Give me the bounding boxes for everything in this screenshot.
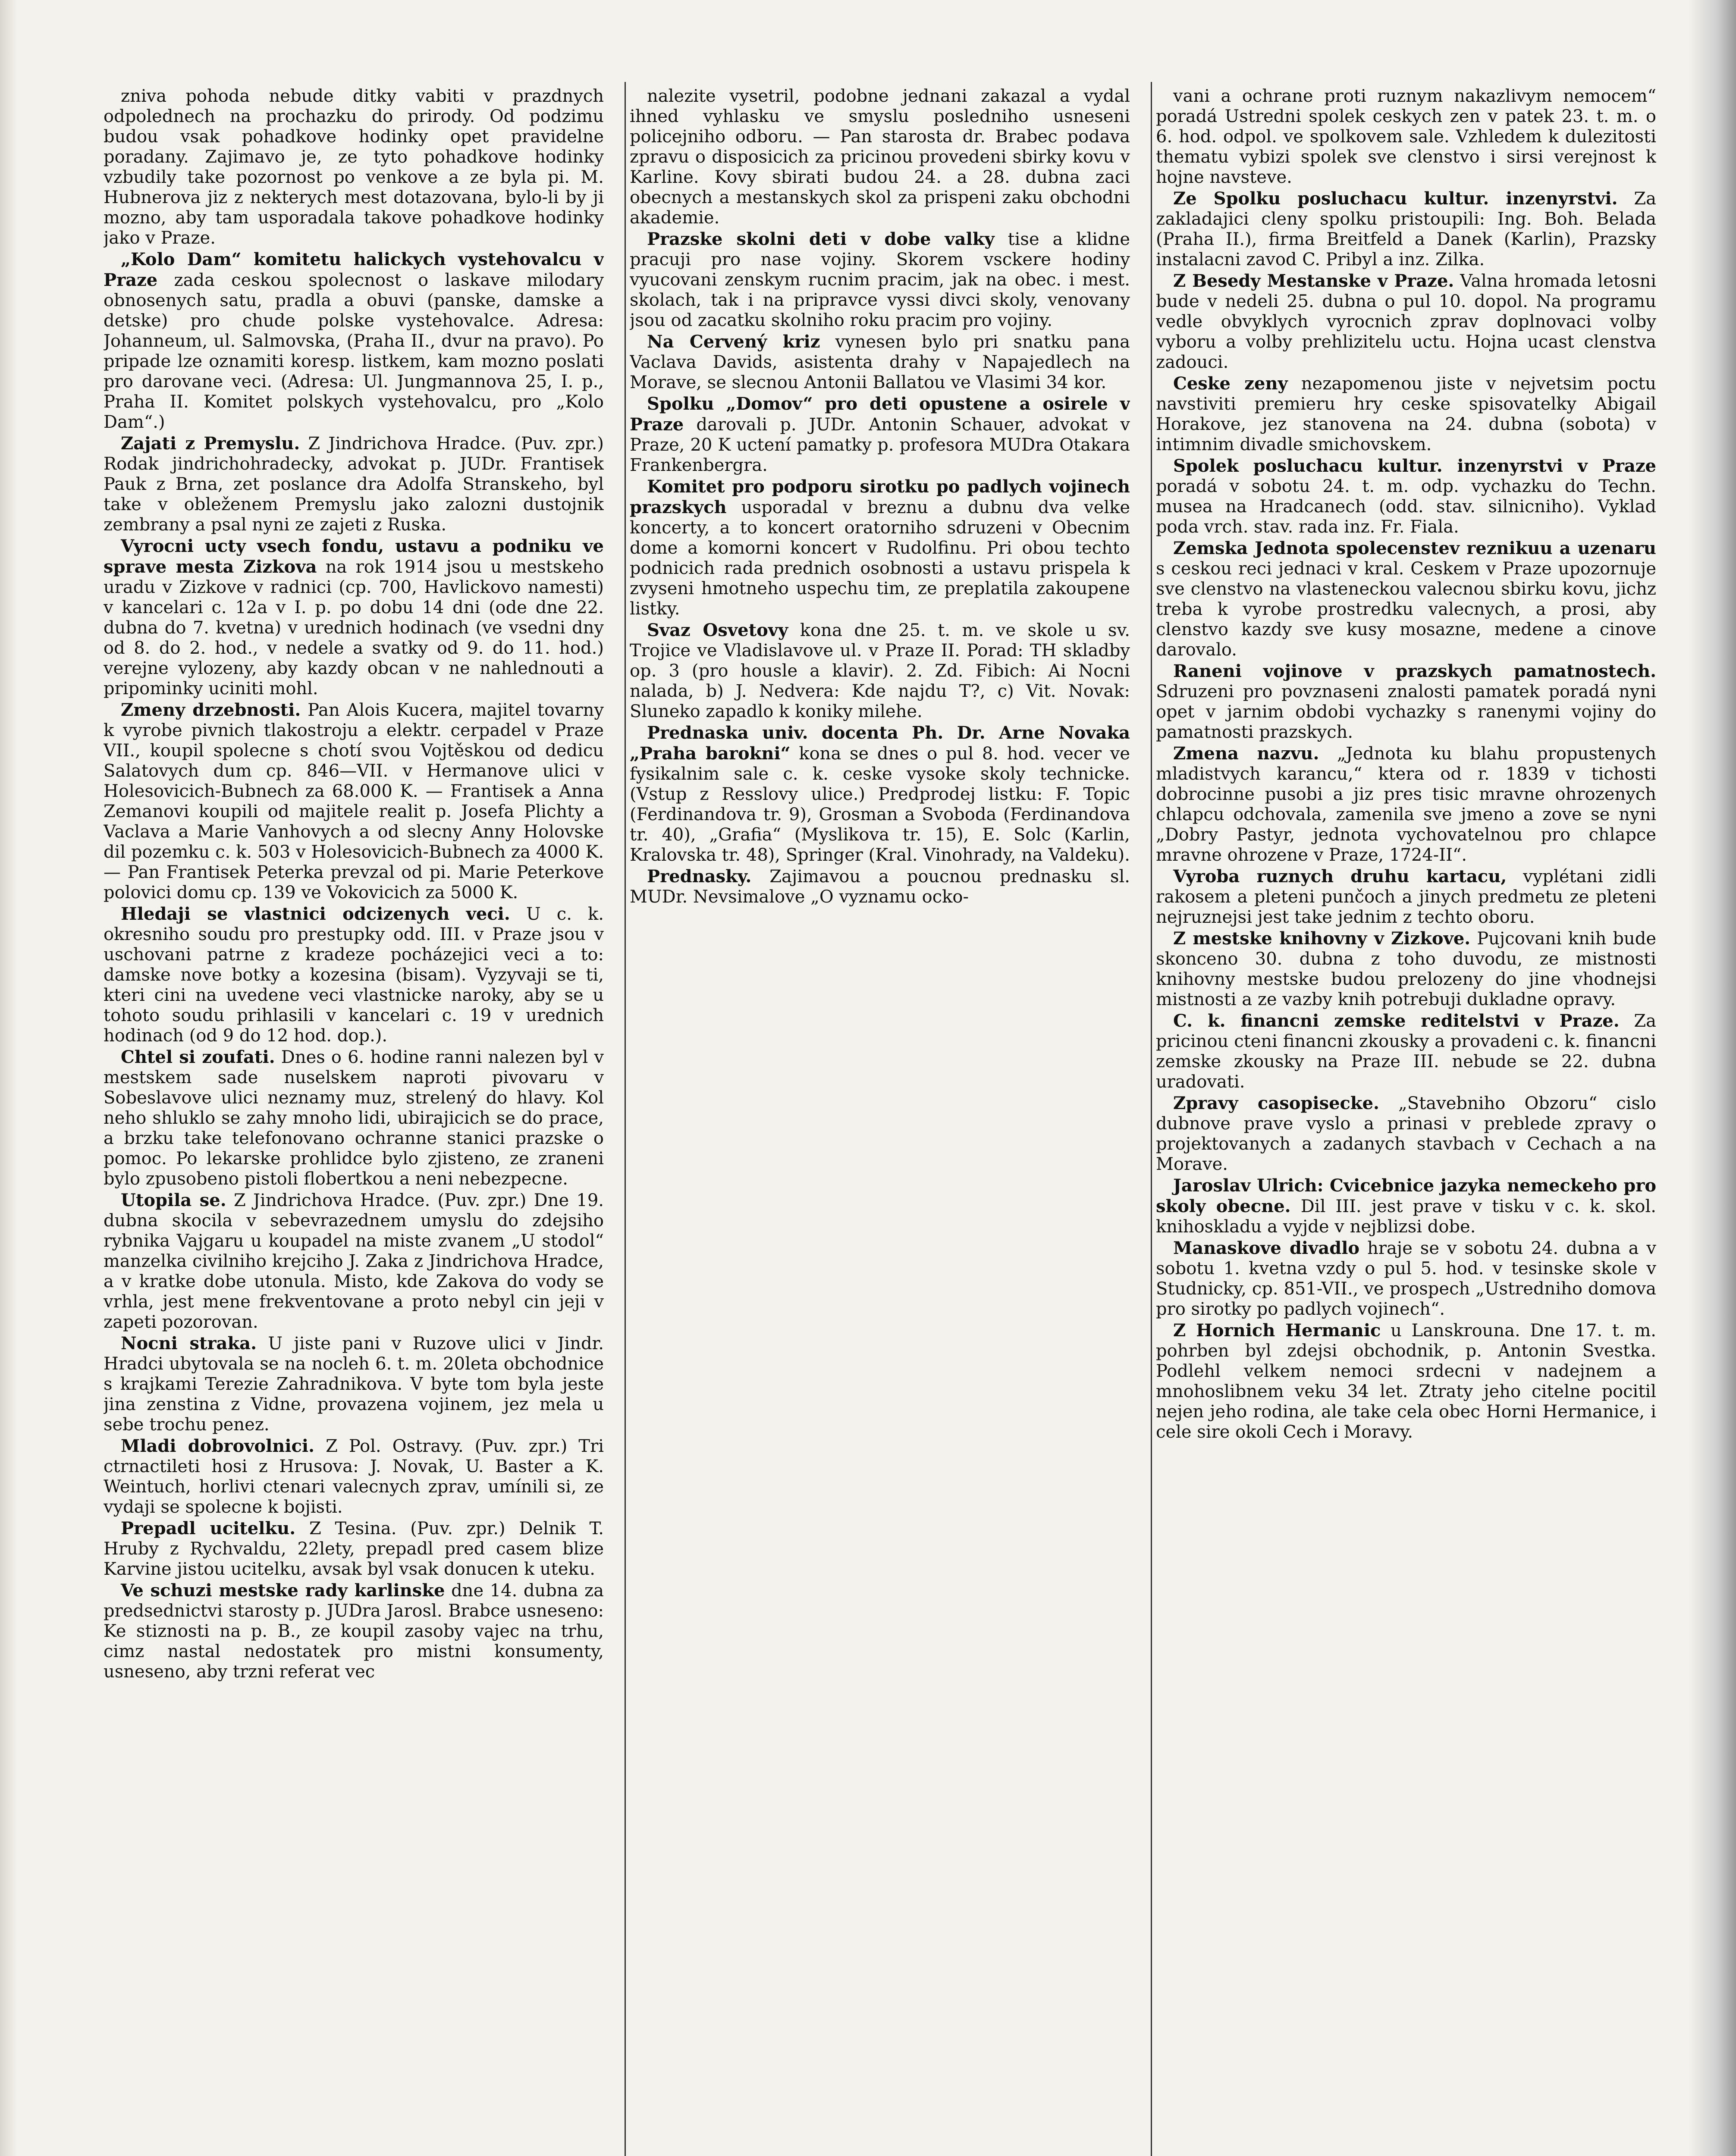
article-text: Dil III. jest prave v tisku v c. k. skol. knihoskladu a vyjde v nejblizsi dobe. [1156, 1197, 1656, 1237]
article-headline: Spolek posluchacu kultur. inzenyrstvi v Praze [1173, 456, 1656, 476]
article-headline: Svaz Osvetovy [647, 620, 788, 640]
article-paragraph [1156, 661, 1656, 743]
article-text: tise a klidne pracuji pro nase vojiny. Skorem vsckere hodiny vyucovani zenskym rucnim pracim, jak na obec. i mest. skolach, tak i na pripravce vyssi divci skoly, venovany jsou od zacatku skolniho roku pracim pro vojiny. [630, 229, 1130, 330]
article-text: vyplétani zidli rakosem a pleteni punčoch a jinych predmetu ze pleteni nejruznejsi jest take jednim z techto oboru. [1156, 867, 1656, 927]
article-text: Za pricinou cteni financni zkousky a provadeni c. k. financni zemske zkousky na Praze III. nebude se 22. dubna uradovati. [1156, 1011, 1656, 1092]
article-paragraph [104, 1333, 604, 1435]
article-text: s ceskou reci jednaci v kral. Ceskem v Praze upozornuje sve clenstvo na vlasteneckou valecnou sbirku kovu, jichz treba k vyrobe prostredku valecnych, a prosi, aby clenstvo kazdy sve kusy mosazne, medene a cinove darovalo. [1156, 559, 1656, 660]
article-text: nezapomenou jiste v nejvetsim poctu navstiviti premieru hry ceske spisovatelky Abigail Horakove, jez stanovena na 24. dubna (sobota) v intimnim divadle smichovskem. [1156, 374, 1656, 454]
article-paragraph [630, 476, 1130, 619]
article-text: Pujcovani knih bude skonceno 30. dubna z toho duvodu, ze mistnosti knihovny mestske budou prelozeny do jine vhodnejsi mistnosti a ze vazby knih potrebuji dukladne opravy. [1156, 929, 1656, 1009]
article-text: Valna hromada letosni bude v nedeli 25. dubna o pul 10. dopol. Na programu vedle obvyklych vyrocnich zprav doplnovaci volby vyboru a volby prehlizitelu uctu. Hojna ucast clenstva zadouci. [1156, 271, 1656, 372]
article-text: vani a ochrane proti ruznym nakazlivym nemocem“ poradá Ustredni spolek ceskych zen v patek 23. t. m. o 6. hod. odpol. ve spolkovem sale. Vzhledem k dulezitosti thematu vybizi spolek sve clenstvo i sirsi verejnost k hojne navsteve. [1156, 86, 1656, 187]
article-headline: Zajati z Premyslu. [121, 433, 300, 454]
article-text: kona se dnes o pul 8. hod. vecer ve fysikalnim sale c. k. ceske vysoke skoly technicke. (Vstup z Resslovy ulice.) Predprodej listku: F. Topic (Ferdinandova tr. 9), Grosman a Svoboda (Ferdinandova tr. 40), „Grafia“ (Myslikova tr. 15), E. Solc (Karlin, Kralovska tr. 48), Springer (Kral. Vinohrady, na Valdeku). [630, 744, 1130, 865]
article-headline: Na Cervený kriz [647, 332, 820, 352]
article-headline: Mladi dobrovolnici. [121, 1436, 315, 1456]
article-headline: Manaskove divadlo [1173, 1238, 1360, 1258]
article-headline: Utopila se. [121, 1190, 226, 1210]
article-paragraph [1156, 456, 1656, 537]
article-paragraph [1156, 866, 1656, 928]
article-text: hraje se v sobotu 24. dubna a v sobotu 1. kvetna vzdy o pul 5. hod. v tesinske skole v Studnicky, cp. 851-VII., ve prospech „Ustredniho domova pro sirotky po padlych vojinech“. [1156, 1238, 1656, 1319]
article-text: nalezite vysetril, podobne jednani zakazal a vydal ihned vyhlasku ve smyslu posledniho usneseni policejniho odboru. — Pan starosta dr. Brabec podava zpravu o disposicich za pricinou provedeni sbirky kovu v Karline. Kovy sbirati budou 24. a 28. dubna zaci obecnych a mestanskych skol za prispeni zaku obchodni akademie. [630, 86, 1130, 228]
article-paragraph [104, 86, 604, 248]
page-right-edge [1689, 0, 1736, 2156]
article-paragraph [630, 620, 1130, 722]
column-3 [1156, 86, 1656, 2156]
page-left-edge [0, 0, 17, 2156]
column-2 [630, 86, 1130, 2156]
article-text: Z Pol. Ostravy. (Puv. zpr.) Tri ctrnactileti hosi z Hrusova: J. Novak, U. Baster a K. Weintuch, horlivi ctenari valecnych zprav, umínili si, ze vydaji se spolecne k bojisti. [104, 1436, 604, 1517]
article-headline: Zmena nazvu. [1173, 743, 1319, 764]
article-headline: Komitet pro podporu sirotku po padlych vojinech prazskych [630, 476, 1130, 517]
article-headline: Spolku „Domov“ pro deti opustene a osirele v Praze [630, 394, 1130, 435]
article-text: Za zakladajici cleny spolku pristoupili: Ing. Boh. Belada (Praha II.), firma Breitfeld a Danek (Karlin), Prazsky instalacni zavod C. Pribyl a inz. Zilka. [1156, 189, 1656, 270]
article-paragraph [1156, 188, 1656, 270]
article-headline: Zmeny drzebnosti. [121, 700, 301, 720]
article-paragraph [1156, 1011, 1656, 1092]
article-text: usporadal v breznu a dubnu dva velke koncerty, a to koncert oratorniho sdruzeni v Obecnim dome a komorni koncert v Rudolfinu. Pri obou techto podnicich rada prednich osobnosti a ustavu prispela k zvyseni hmotneho uspechu tim, ze preplatila zakoupene listky. [630, 498, 1130, 619]
article-headline: Chtel si zoufati. [121, 1047, 275, 1067]
article-text: u Lanskrouna. Dne 17. t. m. pohrben byl zdejsi obchodnik, p. Antonin Svestka. Podlehl velkem nemoci srdecni v nadejnem a mnohoslibnem veku 34 let. Ztraty jeho citelne pocitil nejen jeho rodina, ale take cela obec Horni Hermanice, i cele sire okoli Cech i Moravy. [1156, 1321, 1656, 1442]
article-text: Z Tesina. (Puv. zpr.) Delnik T. Hruby z Rychvaldu, 22lety, prepadl pred casem blize Karvine jistou ucitelku, avsak byl vsak donucen k uteku. [104, 1519, 604, 1579]
article-headline: Prazske skolni deti v dobe valky [647, 229, 995, 249]
article-paragraph [630, 723, 1130, 865]
article-paragraph [104, 433, 604, 535]
article-headline: Nocni straka. [121, 1333, 257, 1354]
article-paragraph [1156, 743, 1656, 865]
article-paragraph [630, 86, 1130, 228]
article-paragraph [630, 866, 1130, 907]
article-paragraph [104, 249, 604, 432]
article-text: U c. k. okresniho soudu pro prestupky odd. III. v Praze jsou v uschovani patrne z kradeze pocházejici veci a to: damske nove botky a kozesina (bisam). Vyzyvaji se ti, kteri cini na uvedene veci vlastnicke naroky, aby se u tohoto soudu prihlasili v kancelari c. 19 v urednich hodinach (od 9 do 12 hod. dop.). [104, 904, 604, 1046]
article-headline: Prednasky. [647, 866, 752, 887]
article-paragraph [104, 1047, 604, 1189]
article-text: kona dne 25. t. m. ve skole u sv. Trojice ve Vladislavove ul. v Praze II. Porad: TH skladby op. 3 (pro housle a klavir). 2. Zd. Fibich: Ai Nocni nalada, b) J. Nedvera: Kde najdu T?, c) Vit. Novak: Sluneko zapadlo k koniky milehe. [630, 620, 1130, 721]
article-paragraph [1156, 538, 1656, 660]
article-text: Z Jindrichova Hradce. (Puv. zpr.) Dne 19. dubna skocila v sebevrazednem umyslu do zdejsiho rybnika Vajgaru u koupadel na miste zvanem „U stodol“ manzelka civilniho krejciho J. Zaka z Jindrichova Hradce, a v kratke dobe utonula. Misto, kde Zakova do vody se vrhla, jest mene frekventovane a proto nebyl cin jeji v zapeti pozorovan. [104, 1191, 604, 1332]
column-rule [1151, 82, 1152, 2156]
article-headline: Ve schuzi mestske rady karlinske [121, 1580, 445, 1601]
article-paragraph [630, 332, 1130, 393]
article-paragraph [1156, 1238, 1656, 1319]
article-text: poradá v sobotu 24. t. m. odp. vychazku do Techn. musea na Hradcanech (odd. stav. silnicniho). Vyklad poda vrch. stav. rada inz. Fr. Fiala. [1156, 476, 1656, 537]
article-text: „Jednota ku blahu propustenych mladistvych karancu,“ ktera od r. 1839 v tichosti dobrocinne pusobi a jiz pres tisic mravne ohrozenych chlapcu odchovala, zamenila sve jmeno a zove se nyni „Dobry Pastyr, jednota vychovatelnou pro chlapce mravne ohrozene v Praze, 1724-II“. [1156, 744, 1656, 865]
article-paragraph [1156, 1093, 1656, 1175]
article-paragraph [1156, 928, 1656, 1010]
article-paragraph [1156, 373, 1656, 455]
article-paragraph [104, 1580, 604, 1682]
column-1 [104, 86, 604, 2156]
article-headline: Z Hornich Hermanic [1173, 1320, 1381, 1341]
article-text: dne 14. dubna za predsednictvi starosty p. JUDra Jarosl. Brabce usneseno: Ke stiznosti na p. B., ze koupil zasoby vajec na trhu, cimz nastal nedostatek pro mistni konsumenty, usneseno, aby trzni referat vec [104, 1581, 604, 1682]
article-headline: Prednaska univ. docenta Ph. Dr. Arne Novaka „Praha barokni“ [630, 723, 1130, 764]
article-text: „Stavebniho Obzoru“ cislo dubnove prave vyslo a prinasi v preblede zpravy o projektovanych a zadanych stavbach v Cechach a na Morave. [1156, 1094, 1656, 1174]
article-text: Zajimavou a poucnou prednasku sl. MUDr. Nevsimalove „O vyznamu ocko- [630, 867, 1130, 907]
column-rule [625, 82, 626, 2156]
article-text: Dnes o 6. hodine ranni nalezen byl v mestskem sade nuselskem naproti pivovaru v Sobeslavove ulici neznamy muz, strelený do hlavy. Kol neho shluklo se zahy mnoho lidi, ubirajicich se do prace, a brzku take telefonovano ochranne stanici prazske o pomoc. Po lekarske prohlidce bylo zjisteno, ze zraneni bylo zpusobeno pistoli flobertkou a neni nebezpecne. [104, 1047, 604, 1189]
article-text: darovali p. JUDr. Antonin Schauer, advokat v Praze, 20 K uctení pamatky p. profesora MUDra Otakara Frankenbergra. [630, 415, 1130, 475]
article-text: Pan Alois Kucera, majitel tovarny k vyrobe pivnich tlakostroju a elektr. cerpadel v Praze VII., koupil spolecne s chotí svou Vojtěskou od dedicu Salatovych dum cp. 846—VII. v Hermanove ulici v Holesovicich-Bubnech za 68.000 K. — Frantisek a Anna Zemanovi koupili od majitele realit p. Josefa Plichty a Vaclava a Marie Vanhovych a od slecny Anny Holovske dil pozemku c. k. 503 v Holesovicich-Bubnech za 4000 K. — Pan Frantisek Peterka prevzal od pi. Marie Peterkove polovici domu cp. 139 ve Vokovicich za 5000 K. [104, 700, 604, 903]
article-paragraph [1156, 271, 1656, 373]
article-headline: Hledaji se vlastnici odcizenych veci. [121, 904, 510, 924]
article-paragraph [1156, 86, 1656, 188]
article-text: Sdruzeni pro povznaseni znalosti pamatek poradá nyni opet v jarnim obdobi vychazky s ranenymi vojiny do pamatnosti prazskych. [1156, 682, 1656, 742]
article-headline: Z Besedy Mestanske v Praze. [1173, 271, 1454, 291]
article-headline: Zemska Jednota spolecenstev reznikuu a uzenaru [1173, 538, 1656, 558]
article-paragraph [630, 229, 1130, 331]
article-headline: Vyrocni ucty vsech fondu, ustavu a podniku ve sprave mesta Zizkova [104, 536, 604, 577]
article-headline: „Kolo Dam“ komitetu halickych vystehovalcu v Praze [104, 249, 604, 290]
article-paragraph [104, 700, 604, 903]
article-paragraph [630, 394, 1130, 476]
article-paragraph [104, 1436, 604, 1517]
article-text: U jiste pani v Ruzove ulici v Jindr. Hradci ubytovala se na nocleh 6. t. m. 20leta obchodnice s krajkami Terezie Zahradnikova. V byte tom byla jeste jina zenstina z Vidne, provazena vojinem, jez mela u sebe trochu penez. [104, 1334, 604, 1435]
article-text: zniva pohoda nebude ditky vabiti v prazdnych odpolednech na prochazku do prirody. Od podzimu budou vsak pohadkove hodinky opet pravidelne poradany. Zajimavo je, ze tyto pohadkove hodinky vzbudily take pozornost po venkove a ze byla pi. M. Hubnerova jiz z nekterych mest dotazovana, bylo-li by ji mozno, aby tam usporadala takove pohadkove hodinky jako v Praze. [104, 86, 604, 248]
article-headline: Ceske zeny [1173, 373, 1288, 394]
article-headline: C. k. financni zemske reditelstvi v Praze. [1173, 1011, 1620, 1031]
article-text: Z Jindrichova Hradce. (Puv. zpr.) Rodak jindrichohradecky, advokat p. JUDr. Frantisek Pauk z Brna, zet poslance dra Adolfa Stranskeho, byl take v obleženem Premyslu jako zalozni dustojnik zembrany a psal nyni ze zajeti z Ruska. [104, 434, 604, 535]
article-paragraph [104, 536, 604, 699]
article-text: zada ceskou spolecnost o laskave milodary obnosenych satu, pradla a obuvi (panske, damske a detske) pro chude polske vystehovalce. Adresa: Johanneum, ul. Salmovska, (Praha II., dvur na pravo). Po pripade lze oznamiti koresp. listkem, kam mozno poslati pro darovane veci. (Adresa: Ul. Jungmannova 25, I. p., Praha II. Komitet polskych vystehovalcu, pro „Kolo Dam“.) [104, 270, 604, 432]
article-headline: Z mestske knihovny v Zizkove. [1173, 928, 1471, 949]
text-columns [104, 86, 1656, 2156]
article-paragraph [1156, 1320, 1656, 1442]
article-headline: Jaroslav Ulrich: Cvicebnice jazyka nemeckeho pro skoly obecne. [1156, 1175, 1656, 1216]
article-headline: Vyroba ruznych druhu kartacu, [1173, 866, 1507, 887]
article-text: na rok 1914 jsou u mestskeho uradu v Zizkove v radnici (cp. 700, Havlickovo namesti) v kancelari c. 12a v I. p. po dobu 14 dni (ode dne 22. dubna do 7. kvetna) v urednich hodinach (ve vsedni dny od 8. do 2. hod., v nedele a svatky od 9. do 11. hod.) verejne vylozeny, aby kazdy obcan v ne nahlednouti a pripominky uciniti mohl. [104, 557, 604, 699]
article-headline: Zpravy casopisecke. [1173, 1093, 1379, 1113]
article-headline: Ze Spolku posluchacu kultur. inzenyrstvi. [1173, 188, 1618, 209]
article-paragraph [104, 1518, 604, 1579]
article-headline: Prepadl ucitelku. [121, 1518, 296, 1539]
article-paragraph [1156, 1175, 1656, 1237]
article-headline: Raneni vojinove v prazskych pamatnostech. [1173, 661, 1656, 681]
article-paragraph [104, 904, 604, 1046]
article-paragraph [104, 1190, 604, 1332]
article-text: vynesen bylo pri snatku pana Vaclava Davids, asistenta drahy v Napajedlech na Morave, se slecnou Antonii Ballatou ve Vlasimi 34 kor. [630, 332, 1130, 392]
